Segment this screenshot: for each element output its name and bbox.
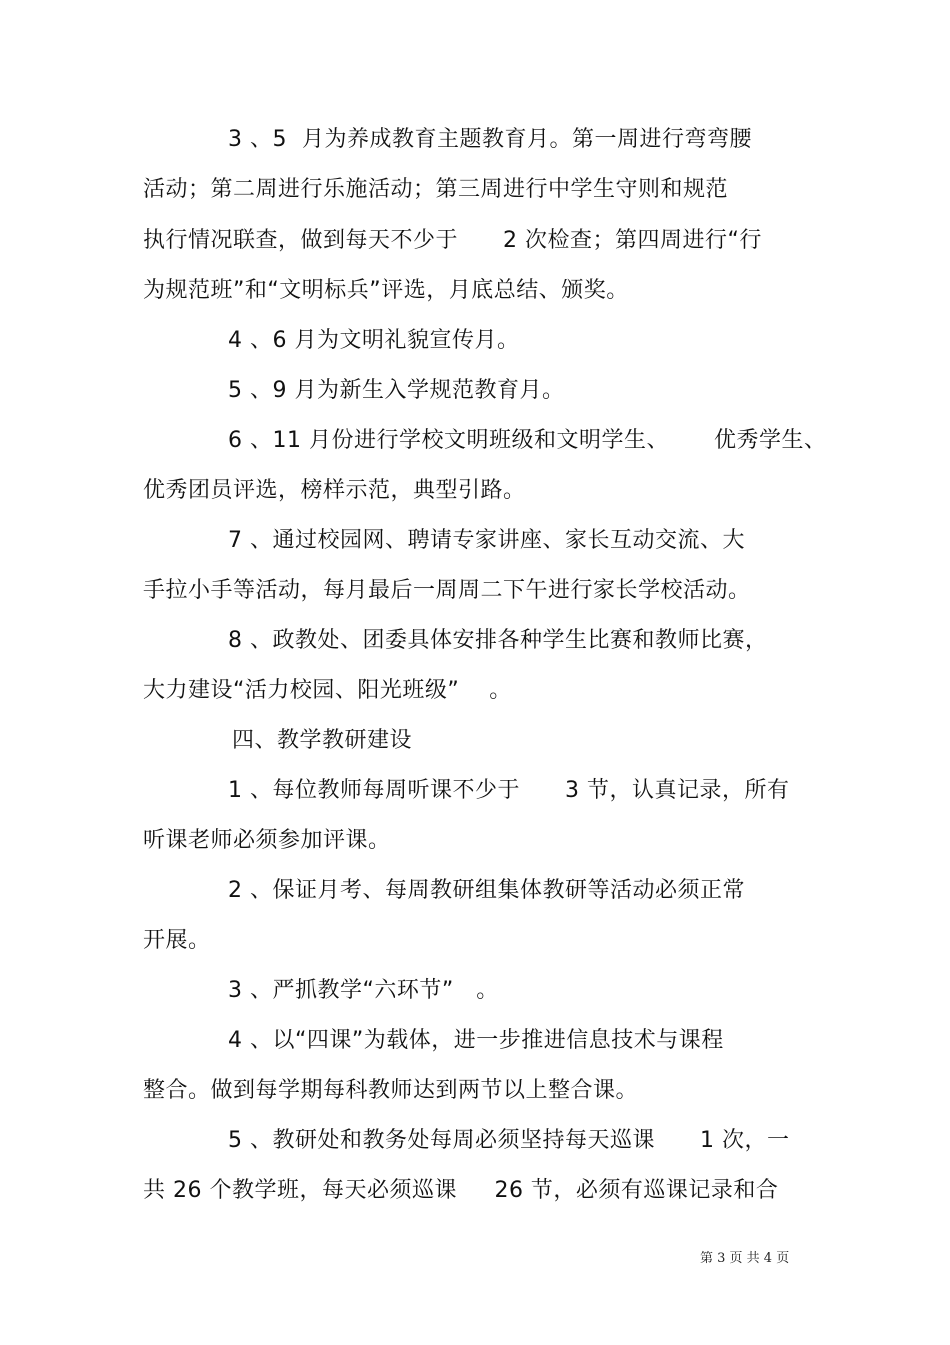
text-line: 执行情况联查，做到每天不少于 2 次检查；第四周进行“行 xyxy=(143,228,762,253)
text-line: 为规范班”和“文明标兵”评选，月底总结、颁奖。 xyxy=(143,278,629,303)
text-line: 共 26 个教学班，每天必须巡课 26 节，必须有巡课记录和合 xyxy=(143,1178,779,1203)
page-number-footer: 第 3 页 共 4 页 xyxy=(700,1251,790,1266)
text-line: 优秀团员评选，榜样示范，典型引路。 xyxy=(143,478,526,503)
text-line: 5 、9 月为新生入学规范教育月。 xyxy=(228,378,565,403)
text-line: 3 、5 月为养成教育主题教育月。第一周进行弯弯腰 xyxy=(228,127,752,152)
text-line: 整合。做到每学期每科教师达到两节以上整合课。 xyxy=(143,1078,639,1103)
text-line: 5 、教研处和教务处每周必须坚持每天巡课 1 次，一 xyxy=(228,1128,790,1153)
text-line: 1 、每位教师每周听课不少于 3 节，认真记录，所有 xyxy=(228,778,790,803)
text-line: 听课老师必须参加评课。 xyxy=(143,828,391,853)
text-line: 8 、政教处、团委具体安排各种学生比赛和教师比赛， xyxy=(228,628,768,653)
text-line: 3 、严抓教学“六环节” 。 xyxy=(228,978,499,1003)
text-line: 活动；第二周进行乐施活动；第三周进行中学生守则和规范 xyxy=(143,177,729,202)
text-line: 4 、以“四课”为载体，进一步推进信息技术与课程 xyxy=(228,1028,724,1053)
text-line: 大力建设“活力校园、阳光班级” 。 xyxy=(143,678,512,703)
text-line: 2 、保证月考、每周教研组集体教研等活动必须正常 xyxy=(228,878,745,903)
text-line: 6 、11 月份进行学校文明班级和文明学生、 优秀学生、 xyxy=(228,428,827,453)
text-line: 开展。 xyxy=(143,928,211,953)
text-line: 7 、通过校园网、聘请专家讲座、家长互动交流、大 xyxy=(228,528,745,553)
section-heading: 四、教学教研建设 xyxy=(232,728,413,753)
text-line: 手拉小手等活动，每月最后一周周二下午进行家长学校活动。 xyxy=(143,578,751,603)
text-line: 4 、6 月为文明礼貌宣传月。 xyxy=(228,328,520,353)
